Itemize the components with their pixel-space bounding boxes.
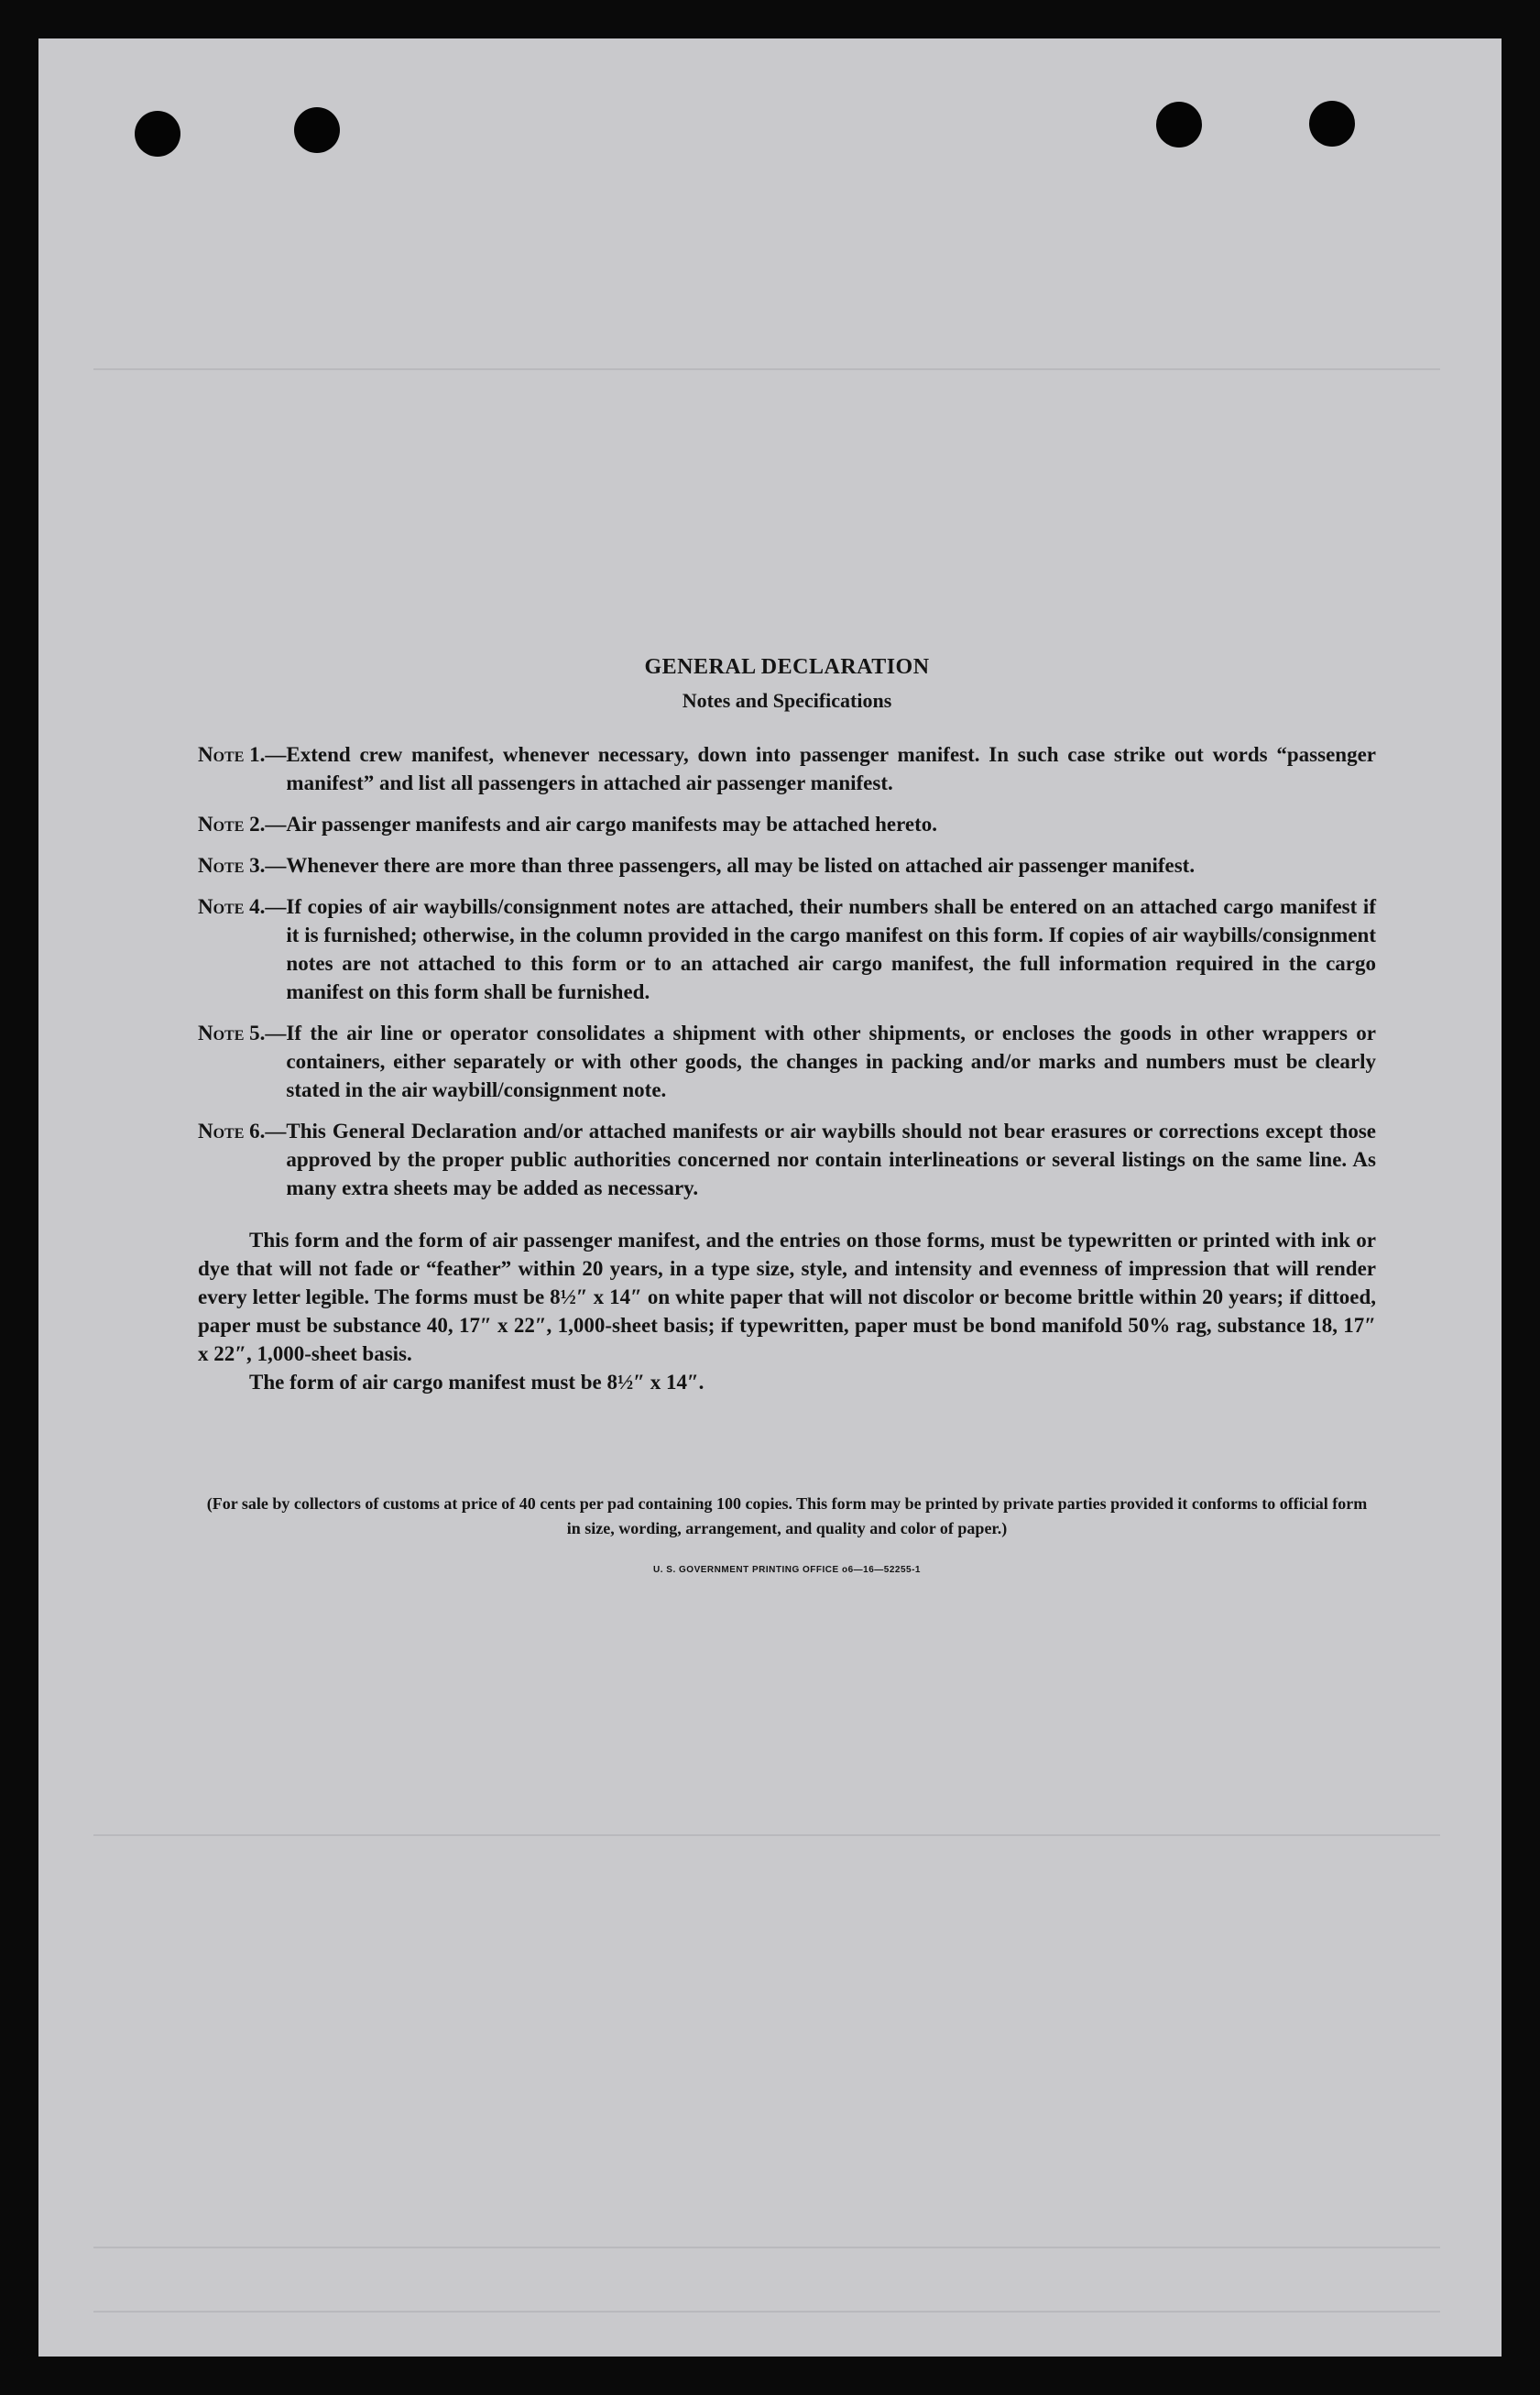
form-specification-paragraph: This form and the form of air passenger manifest, and the entries on those forms, must be typewritten or printed with ink or dye that will not fade or “feather” within 20 years, in a type size, style, and intensity and evenness of impression that will render every letter legible. The forms must be 8½″ x 14″ on white paper that will not discolor or become brittle within 20 years; if dittoed, paper must be substance 40, 17″ x 22″, 1,000-sheet basis; if typewritten, paper must be bond manifold 50% rag, substance 18, 17″ x 22″, 1,000-sheet basis. xyxy=(198,1229,1376,1365)
note-text: If the air line or operator consolidates a shipment with other shipments, or encloses the goods in other wrappers or containers, either separately or with other goods, the changes in packing and/or marks and numbers must be clearly stated in the air waybill/consignment note. xyxy=(286,1022,1376,1101)
note-label: Note 2. xyxy=(198,813,266,836)
bleed-through-rule xyxy=(93,368,1440,370)
note-label: Note 4. xyxy=(198,895,266,918)
punch-hole xyxy=(1156,102,1202,148)
bleed-through-rule xyxy=(93,1834,1440,1836)
note-text: This General Declaration and/or attached manifests or air waybills should not bear erasures or corrections except those approved by the proper public authorities concerned nor contain interlineations or several listings on the same line. As many extra sheets may be added as necessary. xyxy=(286,1120,1376,1199)
note-4: Note 4.— If copies of air waybills/consignment notes are attached, their numbers shall be entered on an attached cargo manifest if it is furnished; otherwise, in the column provided in the cargo manifest on this form. If copies of air waybills/consignment notes are not attached to this form or to an attached air cargo manifest, the full information required in the cargo manifest on this form shall be furnished. xyxy=(198,892,1376,1006)
notes-content xyxy=(198,655,1376,1575)
note-text: Whenever there are more than three passengers, all may be listed on attached air passenger manifest. xyxy=(286,854,1196,877)
note-5: Note 5.— If the air line or operator consolidates a shipment with other shipments, or encloses the goods in other wrappers or containers, either separately or with other goods, the changes in packing and/or marks and numbers must be clearly stated in the air waybill/consignment note. xyxy=(198,1019,1376,1104)
cargo-manifest-size-paragraph: The form of air cargo manifest must be 8½″ x 14″. xyxy=(249,1371,704,1394)
punch-hole xyxy=(294,107,340,153)
note-label: Note 1. xyxy=(198,743,266,766)
note-6: Note 6.— This General Declaration and/or attached manifests or air waybills should not bear erasures or corrections except those approved by the proper public authorities concerned nor contain interlineations or several listings on the same line. As many extra sheets may be added as necessary. xyxy=(198,1117,1376,1202)
page-subtitle: Notes and Specifications xyxy=(682,689,892,712)
document-page xyxy=(38,38,1502,2357)
note-label: Note 3. xyxy=(198,854,266,877)
note-text: Air passenger manifests and air cargo manifests may be attached hereto. xyxy=(286,813,938,836)
printer-imprint: U. S. GOVERNMENT PRINTING OFFICE o6—16—52255-1 xyxy=(653,1565,921,1575)
note-label: Note 5. xyxy=(198,1022,266,1044)
punch-hole xyxy=(135,111,180,157)
note-3: Note 3.— Whenever there are more than three passengers, all may be listed on attached air passenger manifest. xyxy=(198,851,1376,880)
note-1: Note 1.— Extend crew manifest, whenever necessary, down into passenger manifest. In such case strike out words “passenger manifest” and list all passengers in attached air passenger manifest. xyxy=(198,740,1376,797)
note-text: Extend crew manifest, whenever necessary, down into passenger manifest. In such case strike out words “passenger manifest” and list all passengers in attached air passenger manifest. xyxy=(286,743,1376,794)
page-title: GENERAL DECLARATION xyxy=(644,655,930,679)
sale-notice: (For sale by collectors of customs at price of 40 cents per pad containing 100 copies. This form may be printed by private parties provided it conforms to official form in size, wording, arrangement, and quality and color of paper.) xyxy=(206,1494,1368,1537)
note-text: If copies of air waybills/consignment notes are attached, their numbers shall be entered on an attached cargo manifest if it is furnished; otherwise, in the column provided in the cargo manifest on this form. If copies of air waybills/consignment notes are not attached to this form or to an attached air cargo manifest, the full information required in the cargo manifest on this form shall be furnished. xyxy=(286,895,1376,1003)
note-2: Note 2.— Air passenger manifests and air cargo manifests may be attached hereto. xyxy=(198,810,1376,838)
note-label: Note 6. xyxy=(198,1120,266,1143)
punch-hole xyxy=(1309,101,1355,147)
bleed-through-rule xyxy=(93,2311,1440,2313)
bleed-through-rule xyxy=(93,2247,1440,2248)
